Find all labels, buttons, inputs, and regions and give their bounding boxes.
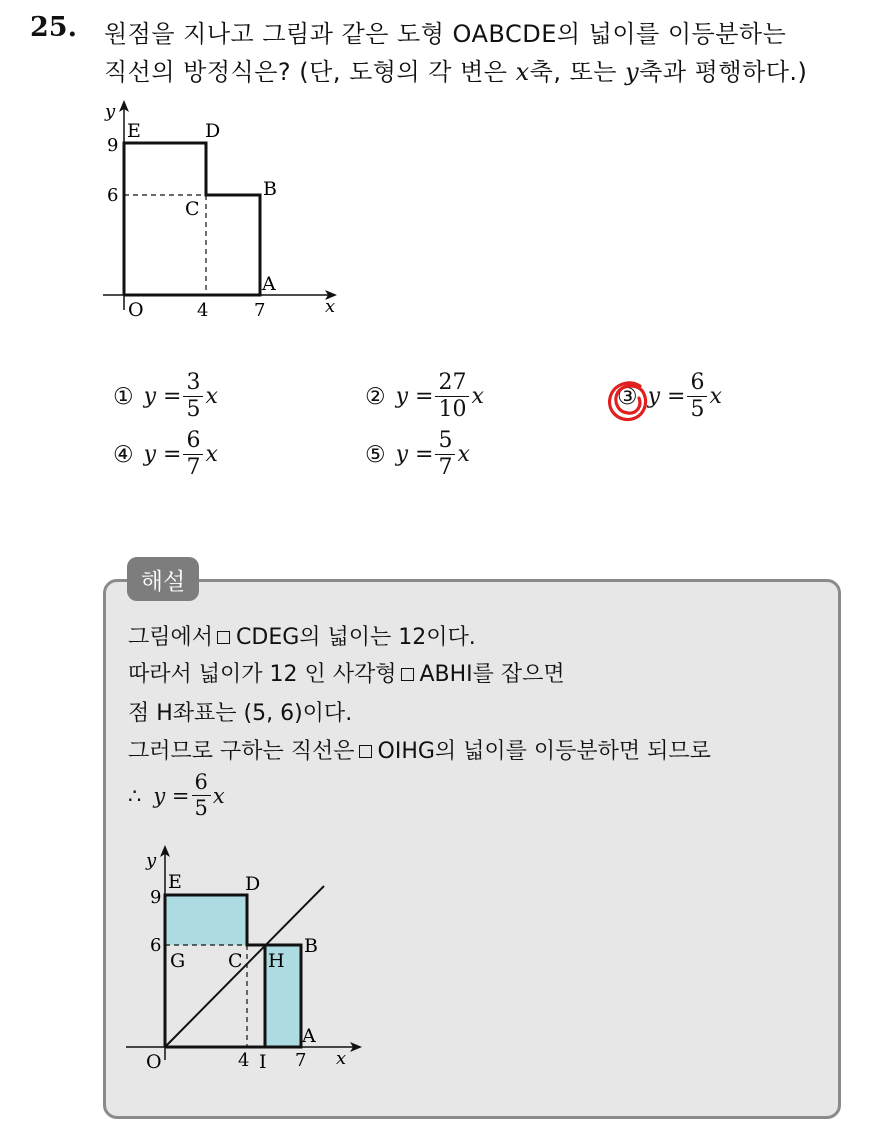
choice-3-mark: ③	[617, 383, 638, 410]
x-axis-label-2: x	[336, 1048, 347, 1069]
y-tick-6: 6	[107, 185, 119, 206]
question-text-line1: 원점을 지나고 그림과 같은 도형 OABCDE의 넓이를 이등분하는	[104, 20, 787, 48]
point-label-a: A	[262, 273, 276, 295]
choice-2[interactable]: ② y = $\frac{27}{10}$ x	[365, 370, 484, 422]
y-axis-label: y	[105, 101, 116, 122]
question-text-line2: 직선의 방정식은? (단, 도형의 각 변은 x축, 또는 y축과 평행하다.)	[104, 58, 808, 86]
therefore-symbol: ∴	[128, 783, 142, 808]
question-number: 25.	[30, 12, 77, 43]
solution-line-2: 따라서 넓이가 12 인 사각형 ABHI를 잡으면	[128, 662, 565, 687]
shaded-rect-cdeg	[165, 895, 247, 945]
point-label-i: I	[259, 1051, 267, 1073]
point-label-d-2: D	[245, 873, 261, 895]
choice-5-mark: ⑤	[365, 441, 386, 468]
square-symbol	[359, 745, 372, 758]
choice-5[interactable]: ⑤ y = $\frac{5}{7}$ x	[365, 428, 470, 480]
figure-solution-shape	[118, 838, 378, 1078]
point-label-h: H	[268, 950, 285, 972]
y-tick-6-2: 6	[150, 935, 162, 956]
solution-line-4: 그러므로 구하는 직선은 OIHG의 넓이를 이등분하면 되므로	[128, 739, 711, 764]
solution-final-equation: ∴ y = $\frac{6}{5}$ x	[128, 770, 225, 820]
choice-1[interactable]: ① y = $\frac{3}{5}$ x	[113, 370, 218, 422]
x-tick-4: 4	[197, 300, 209, 321]
point-label-c-2: C	[228, 950, 243, 972]
y-axis-label-2: y	[146, 850, 157, 871]
x-tick-4-2: 4	[238, 1050, 250, 1071]
point-label-c: C	[185, 198, 200, 220]
point-label-e-2: E	[168, 871, 182, 893]
origin-label-2: O	[146, 1051, 162, 1073]
solution-tag: 해설	[127, 557, 199, 601]
choice-2-mark: ②	[365, 383, 386, 410]
choice-4[interactable]: ④ y = $\frac{6}{7}$ x	[113, 428, 218, 480]
solution-line-3: 점 H좌표는 (5, 6)이다.	[128, 701, 353, 726]
x-tick-7: 7	[254, 300, 266, 321]
square-symbol	[401, 668, 414, 681]
square-symbol	[217, 631, 230, 644]
x-tick-7-2: 7	[295, 1050, 307, 1071]
choice-5-fraction: $\frac{5}{7}$	[435, 430, 455, 479]
y-tick-9-2: 9	[150, 887, 162, 908]
choice-4-fraction: $\frac{6}{7}$	[183, 430, 203, 479]
choice-3[interactable]: ③ y = $\frac{6}{5}$ x	[617, 370, 722, 422]
point-label-b: B	[263, 178, 277, 200]
point-label-a-2: A	[302, 1025, 316, 1047]
choice-4-mark: ④	[113, 441, 134, 468]
final-fraction: $\frac{6}{5}$	[192, 772, 211, 819]
point-label-e: E	[127, 120, 141, 142]
choice-1-fraction: $\frac{3}{5}$	[183, 372, 203, 421]
choice-3-fraction: $\frac{6}{5}$	[687, 372, 707, 421]
choice-2-fraction: $\frac{27}{10}$	[435, 372, 469, 421]
point-label-g: G	[170, 950, 186, 972]
solution-line-1: 그림에서 CDEG의 넓이는 12이다.	[128, 625, 476, 650]
origin-label: O	[128, 299, 144, 321]
answer-circle-mark	[604, 378, 652, 426]
x-axis-label: x	[325, 296, 336, 317]
point-label-d: D	[205, 120, 221, 142]
y-tick-9: 9	[107, 135, 119, 156]
choice-1-mark: ①	[113, 383, 134, 410]
figure-shape-oabcde	[95, 95, 355, 325]
point-label-b-2: B	[304, 935, 318, 957]
